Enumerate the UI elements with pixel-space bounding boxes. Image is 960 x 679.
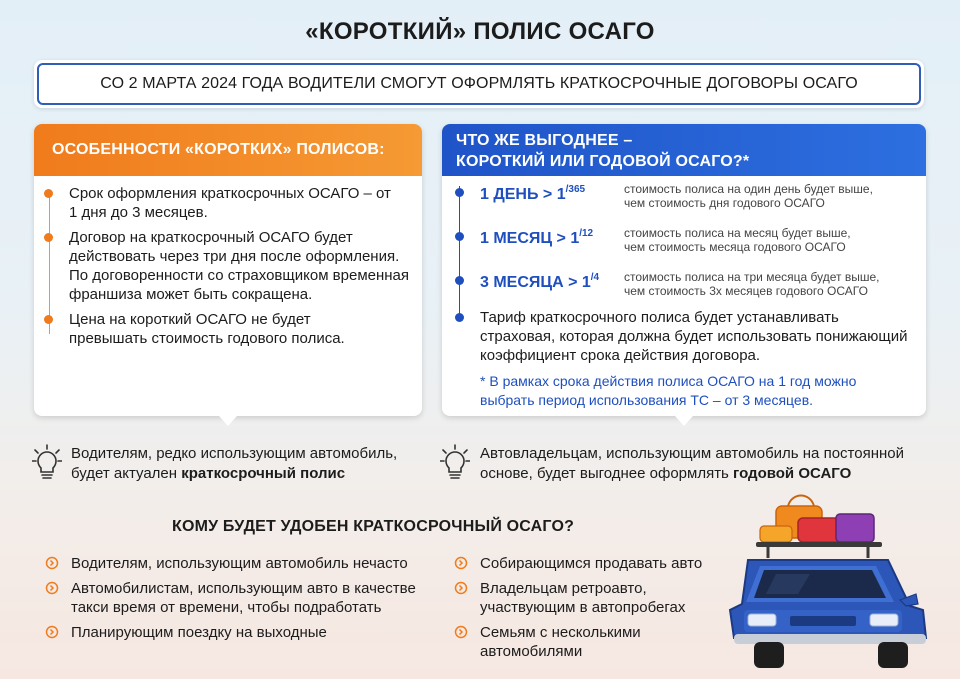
- bullet-dot: [455, 276, 464, 285]
- page-title: «КОРОТКИЙ» ПОЛИС ОСАГО: [305, 18, 655, 45]
- arrow-circle-icon: [454, 625, 468, 644]
- feature-item: Срок оформления краткосрочных ОСАГО – от 1 дня до 3 месяцев.: [69, 184, 399, 222]
- tip-annual-policy: Автовладельцам, использующим автомобиль на постоянной основе, будет выгоднее оформлять годовой ОСАГО: [480, 445, 904, 482]
- card-pointer: [219, 416, 237, 426]
- card-pointer: [675, 416, 693, 426]
- tariff-text: Тариф краткосрочного полиса будет устанавливать страховая, которая должна будет использовать понижающий коэффициент срока действия договора.: [480, 309, 908, 364]
- arrow-circle-icon: [45, 556, 59, 575]
- arrow-circle-icon: [454, 581, 468, 600]
- audience-item: Семьям с несколькими автомобилями: [480, 623, 690, 661]
- features-heading: ОСОБЕННОСТИ «КОРОТКИХ» ПОЛИСОВ:: [34, 124, 422, 176]
- comparison-heading: ЧТО ЖЕ ВЫГОДНЕЕ – КОРОТКИЙ ИЛИ ГОДОВОЙ ОСАГО?*: [442, 124, 926, 176]
- audience-item: Автомобилистам, использующим авто в качестве такси время от времени, чтобы подработать: [71, 579, 441, 617]
- footnote-text: * В рамках срока действия полиса ОСАГО на 1 год можно выбрать период использования ТС – от 3 месяцев.: [480, 373, 857, 408]
- tip-short-policy: Водителям, редко использующим автомобиль, будет актуален краткосрочный полис: [71, 445, 398, 482]
- bullet-dot: [455, 313, 464, 322]
- lightbulb-icon: [32, 444, 62, 487]
- bullet-dot: [44, 233, 53, 242]
- feature-item: Цена на короткий ОСАГО не будет превышать стоимость годового полиса.: [69, 310, 389, 348]
- features-card: [34, 124, 422, 416]
- audience-item: Водителям, использующим автомобиль нечасто: [71, 554, 441, 573]
- lightbulb-icon: [440, 444, 470, 487]
- arrow-circle-icon: [45, 625, 59, 644]
- comparison-card: ЧТО ЖЕ ВЫГОДНЕЕ – КОРОТКИЙ ИЛИ ГОДОВОЙ ОСАГО?* 1 ДЕНЬ > $1^{/365}$ стоимость полиса на один день будет выше, чем стоимость дня годового ОСАГО 1 МЕСЯЦ > $1^{/12}$ стоимость полиса на месяц будет выше, чем стоимость месяца годового ОСАГО 3 МЕСЯЦА > $1^{/4}$ стоимость полиса на три месяца будет выше, чем стоимость 3х месяцев годового ОСАГО Тариф краткосрочного полиса будет устанавливать страховая, которая должна будет использовать понижающий коэффициент срока действия договора. * В рамках срока действия полиса ОСАГО на 1 год можно выбрать период использования ТС – от 3 месяцев.: [442, 124, 926, 416]
- bullet-dot: [44, 315, 53, 324]
- bullet-dot: [44, 189, 53, 198]
- banner-text: СО 2 МАРТА 2024 ГОДА ВОДИТЕЛИ СМОГУТ ОФОРМЛЯТЬ КРАТКОСРОЧНЫЕ ДОГОВОРЫ ОСАГО: [37, 63, 921, 105]
- arrow-circle-icon: [45, 581, 59, 600]
- timeline-line: [459, 186, 460, 318]
- bullet-dot: [455, 188, 464, 197]
- arrow-circle-icon: [454, 556, 468, 575]
- audience-item: Владельцам ретроавто, участвующим в автопробегах: [480, 579, 710, 617]
- audience-heading: КОМУ БУДЕТ УДОБЕН КРАТКОСРОЧНЫЙ ОСАГО?: [172, 518, 575, 535]
- feature-item: Договор на краткосрочный ОСАГО будет действовать через три дня после оформления. По договоренности со страховщиком временная франшиза может быть сокращена.: [69, 228, 414, 304]
- car-illustration: [718, 488, 948, 678]
- announcement-banner: [34, 60, 924, 108]
- audience-item: Собирающимся продавать авто: [480, 554, 720, 573]
- timeline-line: [49, 190, 50, 334]
- features-list: [34, 176, 422, 348]
- audience-item: Планирующим поездку на выходные: [71, 623, 441, 642]
- bullet-dot: [455, 232, 464, 241]
